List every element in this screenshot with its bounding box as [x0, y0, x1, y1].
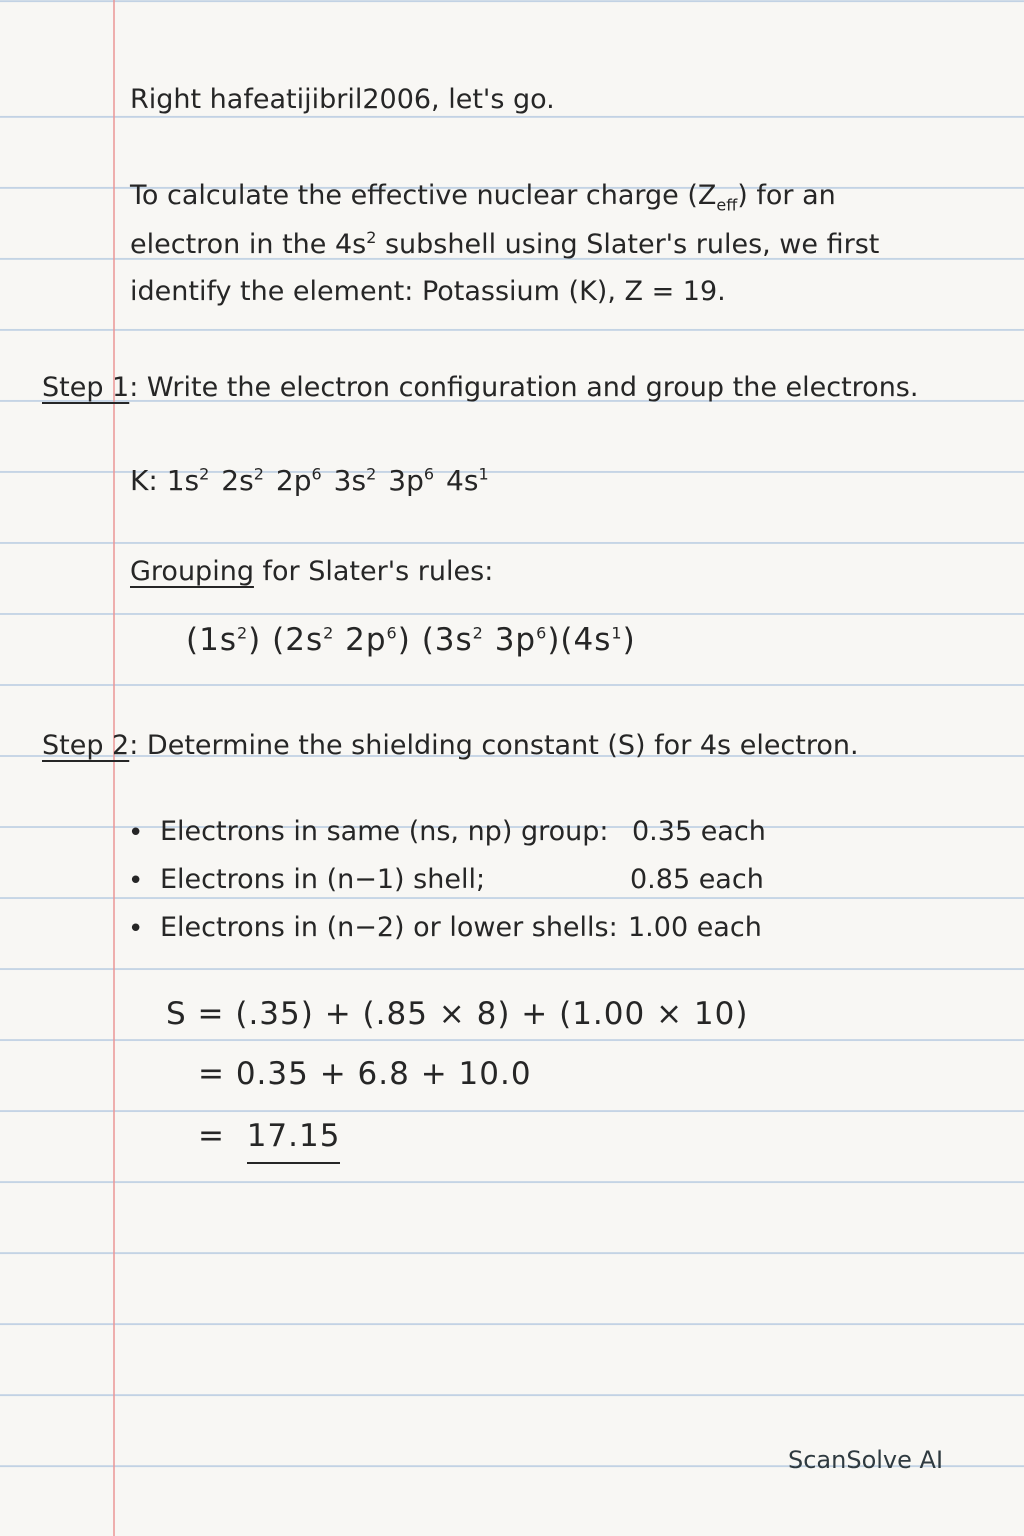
- rule-3-text: Electrons in (n−2) or lower shells:: [160, 912, 618, 943]
- rule-1-text: Electrons in same (ns, np) group:: [160, 816, 609, 847]
- step2-label: Step 2: [42, 730, 130, 761]
- intro-line-2: electron in the $4s^2$ subshell using Slater's rules, we first: [130, 228, 880, 260]
- step1-heading: [42, 372, 918, 403]
- group-2s2p: ($2s^2$ $2p^6$): [272, 622, 411, 658]
- calc-line-1: S = (.35) + (.85 × 8) + (1.00 × 10): [166, 996, 749, 1032]
- margin-line: [113, 0, 115, 1536]
- config-term: $2s^2$: [221, 464, 264, 497]
- step1-label: Step 1: [42, 372, 130, 403]
- config-term: $1s^2$: [166, 464, 210, 497]
- electron-configuration: K: $1s^2$ $2s^2$ $2p^6$ $3s^2$ $3p^6$ $4s^1$: [130, 464, 489, 497]
- grouping-label: Grouping: [130, 556, 254, 587]
- grouping-heading: Grouping for Slater's rules:: [130, 556, 494, 587]
- bullet-icon: •: [128, 866, 144, 896]
- calc-line-3: = 17.15: [198, 1118, 340, 1154]
- rule-1-value: 0.35 each: [632, 816, 766, 847]
- group-3s3p: ($3s^2$ $3p^6$): [421, 622, 561, 658]
- bullet-icon: •: [128, 914, 144, 944]
- brand-watermark: ScanSolve AI: [788, 1446, 944, 1474]
- config-term: $3s^2$: [333, 464, 377, 497]
- group-4s: $(4s^1)$: [560, 622, 636, 658]
- intro-line-1: To calculate the effective nuclear charge $(Z_{eff})$ for an: [130, 180, 836, 215]
- slater-grouping: [186, 622, 636, 658]
- bullet-icon: •: [128, 818, 144, 848]
- calc-line-2: = 0.35 + 6.8 + 10.0: [198, 1056, 532, 1092]
- greeting: Right hafeatijibril2006, let's go.: [130, 84, 555, 115]
- group-1s: $(1s^2)$: [186, 622, 262, 658]
- step2-text: : Determine the shielding constant (S) for 4s electron.: [129, 730, 859, 761]
- final-answer: 17.15: [247, 1118, 341, 1164]
- config-term: $4s^1$: [446, 464, 489, 497]
- step1-text: : Write the electron configuration and group the electrons.: [129, 372, 919, 403]
- config-term: $3p^6$: [388, 464, 435, 497]
- rule-3-value: 1.00 each: [628, 912, 762, 943]
- rule-2-value: 0.85 each: [630, 864, 764, 895]
- rule-2-text: Electrons in (n−1) shell;: [160, 864, 486, 895]
- step2-heading: [42, 730, 859, 761]
- config-term: $2p^6$: [275, 464, 322, 497]
- intro-line-3: identify the element: Potassium (K), Z = 19.: [130, 276, 726, 307]
